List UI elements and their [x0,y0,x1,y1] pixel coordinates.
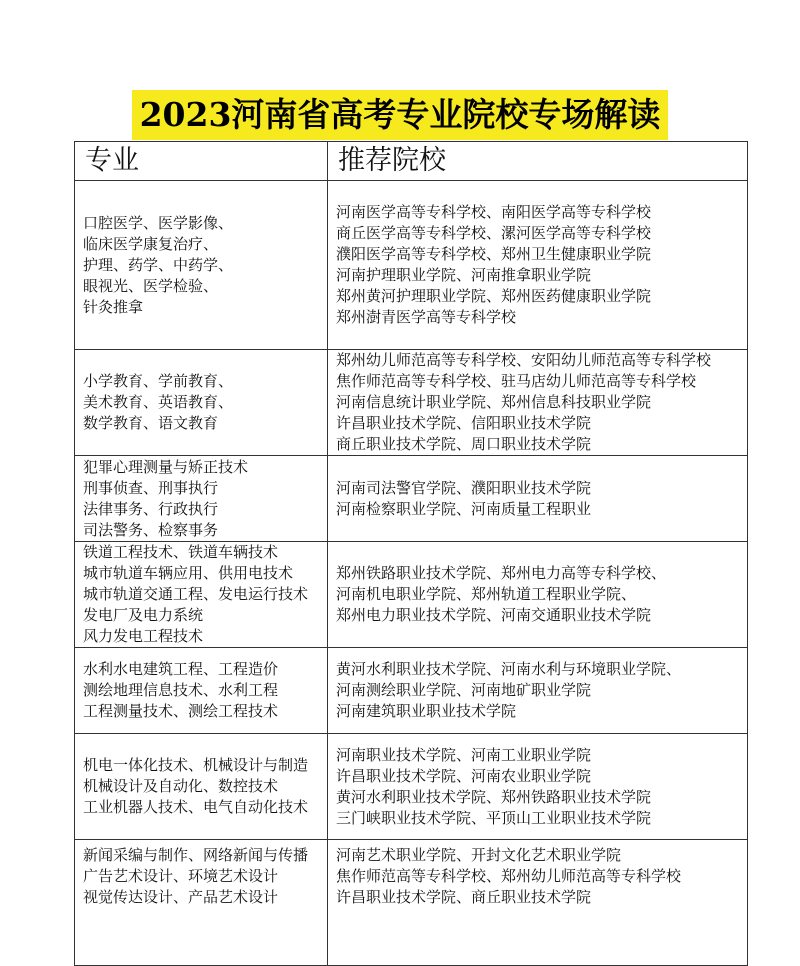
header-schools: 推荐院校 [328,142,748,181]
table-row [75,181,748,350]
major-cell [75,542,328,648]
major-line: 新闻采编与制作、网络新闻与传播 [83,846,309,864]
table-row [75,350,748,456]
major-cell [75,648,328,734]
schools-cell [328,181,748,350]
school-line: 商丘职业技术学院、周口职业技术学院 [336,435,592,453]
major-line: 法律事务、行政执行 [83,499,219,518]
major-line: 视觉传达设计、产品艺术设计 [83,888,279,906]
school-line: 郑州铁路职业技术学院、郑州电力高等专科学校、 [336,564,667,582]
school-line: 许昌职业技术学院、河南农业职业学院 [336,766,592,785]
school-line: 黄河水利职业技术学院、河南水利与环境职业学院、 [336,660,682,678]
header-major: 专业 [75,142,328,181]
school-line: 河南医学高等专科学校、南阳医学高等专科学校 [336,203,652,221]
major-line: 水利水电建筑工程、工程造价 [83,660,279,678]
title-container [0,90,800,140]
school-line: 河南信息统计职业学院、郑州信息科技职业学院 [336,393,652,411]
table-row [75,542,748,648]
major-line: 临床医学康复治疗、 [83,234,219,253]
major-line: 犯罪心理测量与矫正技术 [83,457,249,476]
major-cell [75,840,328,966]
table-row [75,648,748,734]
major-line: 机电一体化技术、机械设计与制造 [83,756,309,774]
page-title: 2023河南省高考专业院校专场解读 [132,90,669,140]
school-line: 商丘医学高等专科学校、漯河医学高等专科学校 [336,224,652,242]
major-line: 城市轨道车辆应用、供用电技术 [83,564,294,582]
school-line: 河南检察职业学院、河南质量工程职业 [336,499,592,518]
major-line: 城市轨道交通工程、发电运行技术 [83,585,309,603]
school-line: 河南建筑职业职业技术学院 [336,702,517,720]
major-line: 司法警务、检察事务 [83,520,219,539]
major-line: 针灸推拿 [83,297,144,316]
schools-cell [328,456,748,542]
schools-cell [328,648,748,734]
major-school-table [74,141,748,966]
school-line: 河南机电职业学院、郑州轨道工程职业学院、 [336,585,637,603]
major-line: 风力发电工程技术 [83,627,204,645]
table-row [75,840,748,966]
school-line: 郑州电力职业技术学院、河南交通职业技术学院 [336,606,652,624]
major-line: 铁道工程技术、铁道车辆技术 [83,543,279,561]
major-line: 数学教育、语文教育 [83,414,219,432]
school-line: 许昌职业技术学院、商丘职业技术学院 [336,888,592,906]
table-header-row [75,142,748,181]
school-line: 河南护理职业学院、河南推拿职业学院 [336,266,592,284]
school-line: 黄河水利职业技术学院、郑州铁路职业技术学院 [336,787,652,806]
school-line: 河南测绘职业学院、河南地矿职业学院 [336,681,592,699]
school-line: 濮阳医学高等专科学校、郑州卫生健康职业学院 [336,245,652,263]
school-line: 焦作师范高等专科学校、驻马店幼儿师范高等专科学校 [336,372,697,390]
major-line: 护理、药学、中药学、 [83,255,234,274]
major-line: 工业机器人技术、电气自动化技术 [83,798,309,816]
school-line: 郑州黄河护理职业学院、郑州医药健康职业学院 [336,287,652,305]
major-cell [75,350,328,456]
school-line: 三门峡职业技术学院、平顶山工业职业技术学院 [336,808,652,827]
school-line: 焦作师范高等专科学校、郑州幼儿师范高等专科学校 [336,867,682,885]
school-line: 河南司法警官学院、濮阳职业技术学院 [336,478,592,497]
school-line: 郑州幼儿师范高等专科学校、安阳幼儿师范高等专科学校 [336,351,712,369]
school-line: 许昌职业技术学院、信阳职业技术学院 [336,414,592,432]
major-line: 机械设计及自动化、数控技术 [83,777,279,795]
major-line: 发电厂及电力系统 [83,606,204,624]
major-line: 工程测量技术、测绘工程技术 [83,702,279,720]
schools-cell [328,542,748,648]
school-line: 郑州澍青医学高等专科学校 [336,308,517,326]
major-cell [75,456,328,542]
schools-cell [328,840,748,966]
school-line: 河南艺术职业学院、开封文化艺术职业学院 [336,846,622,864]
table-row [75,734,748,840]
major-line: 测绘地理信息技术、水利工程 [83,681,279,699]
major-line: 广告艺术设计、环境艺术设计 [83,867,279,885]
major-line: 眼视光、医学检验、 [83,276,219,295]
table-row [75,456,748,542]
major-line: 刑事侦查、刑事执行 [83,478,219,497]
school-line: 河南职业技术学院、河南工业职业学院 [336,745,592,764]
major-line: 小学教育、学前教育、 [83,372,234,390]
major-cell [75,734,328,840]
table-body [75,181,748,966]
schools-cell [328,350,748,456]
major-line: 口腔医学、医学影像、 [83,213,234,232]
major-line: 美术教育、英语教育、 [83,393,234,411]
major-cell [75,181,328,350]
schools-cell [328,734,748,840]
